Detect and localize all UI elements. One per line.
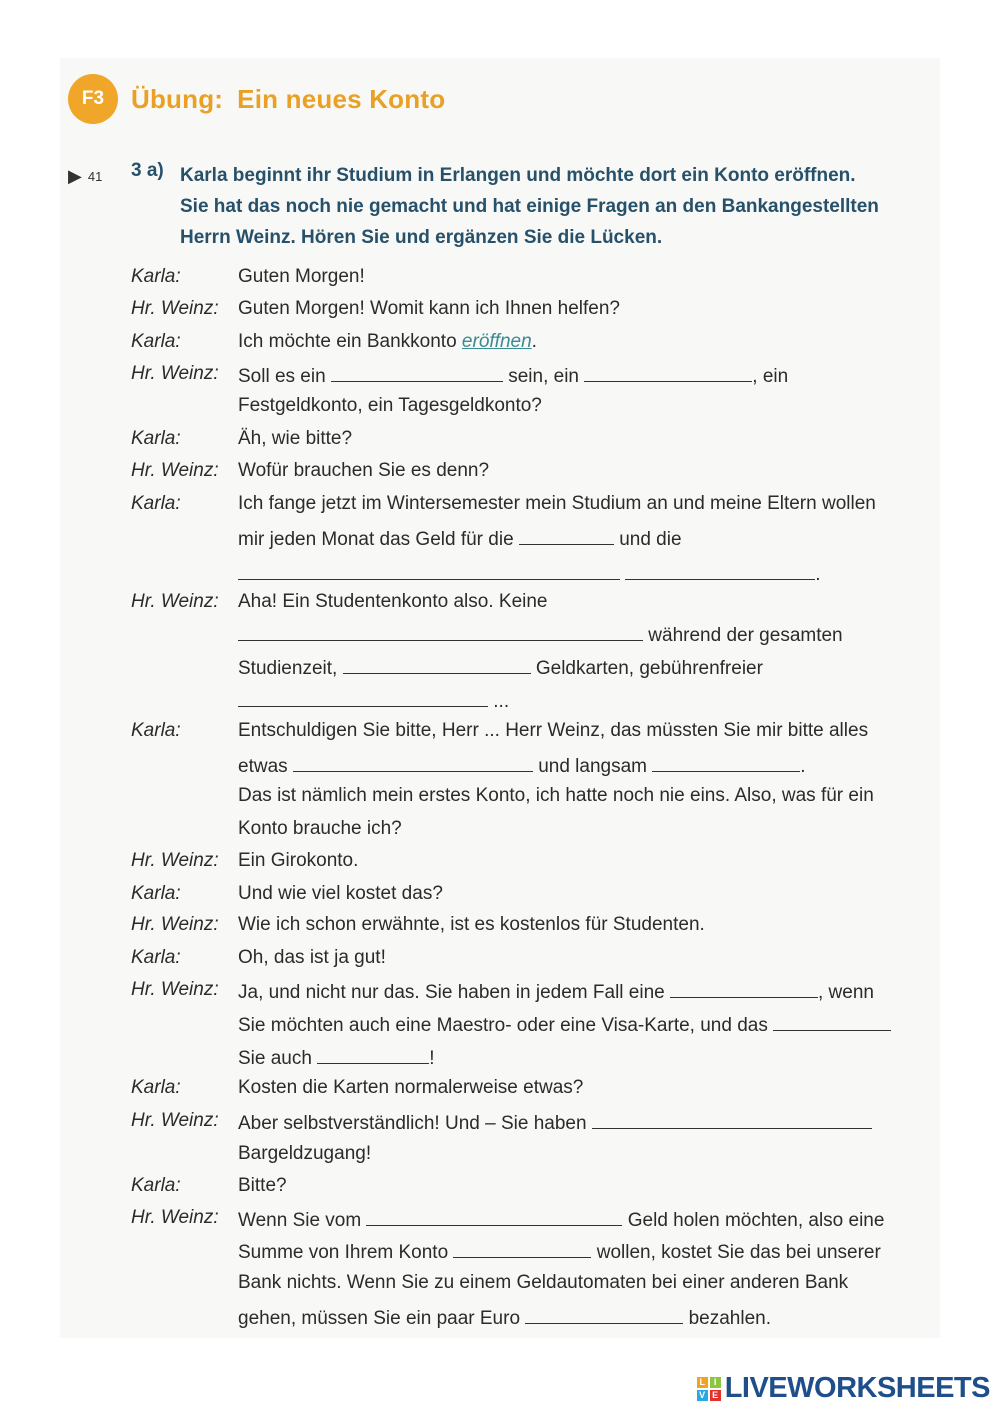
- dialogue-line: Studienzeit, Geldkarten, gebührenfreier: [0, 651, 1000, 684]
- dialogue-line: Hr. Weinz: Aber selbstverständlich! Und – Sie haben: [0, 1106, 1000, 1139]
- exercise-badge: F3: [68, 74, 118, 124]
- answer-blank[interactable]: [519, 526, 614, 545]
- speaker-label: Karla:: [131, 493, 181, 514]
- dialogue-line: Sie auch !: [0, 1041, 1000, 1074]
- exercise-title: Übung: Ein neues Konto: [131, 83, 446, 114]
- dialogue-line: Hr. Weinz: Wenn Sie vom Geld holen möchten, also eine: [131, 1207, 885, 1231]
- dialogue-line: Bargeldzugang!: [238, 1143, 372, 1164]
- dialogue-line: Karla: Ich fange jetzt im Wintersemester mein Studium an und meine Eltern wollen: [131, 493, 876, 514]
- dialogue-line: Hr. Weinz: Ein Girokonto.: [131, 850, 359, 871]
- liveworksheets-logo: [697, 1372, 990, 1405]
- speaker-label: Karla:: [131, 720, 181, 741]
- dialogue-line: Hr. Weinz: Wofür brauchen Sie es denn?: [131, 460, 490, 481]
- dialogue-line: Hr. Weinz: Guten Morgen! Womit kann ich Ihnen helfen?: [131, 298, 620, 319]
- dialogue-line: Hr. Weinz: Wie ich schon erwähnte, ist es kostenlos für Studenten.: [131, 914, 705, 935]
- dialogue-line: Sie möchten auch eine Maestro- oder eine Visa-Karte, und das: [0, 1008, 1000, 1041]
- dialogue-line: Summe von Ihrem Konto wollen, kostet Sie das bei unserer: [0, 1235, 1000, 1268]
- speaker-label: Karla:: [131, 883, 181, 904]
- speaker-label: Hr. Weinz:: [131, 460, 219, 481]
- answer-blank[interactable]: [625, 561, 815, 580]
- task-number: 3 a): [131, 160, 164, 181]
- dialogue-line: ...: [0, 684, 1000, 717]
- dialogue-line: Karla: Bitte?: [131, 1175, 287, 1196]
- answer-blank[interactable]: [584, 363, 752, 382]
- dialogue-line: während der gesamten: [0, 618, 1000, 651]
- answer-blank[interactable]: [652, 753, 800, 772]
- dialogue-line: etwas und langsam .: [0, 749, 1000, 782]
- speaker-label: Karla:: [131, 428, 181, 449]
- speaker-label: Hr. Weinz:: [131, 363, 219, 384]
- audio-track[interactable]: [68, 167, 102, 185]
- speaker-label: Hr. Weinz:: [131, 979, 219, 1000]
- dialogue-line: .: [0, 557, 1000, 590]
- speaker-label: Hr. Weinz:: [131, 591, 219, 612]
- play-triangle-icon[interactable]: ▶: [68, 166, 82, 186]
- answer-blank[interactable]: [343, 655, 531, 674]
- answer-blank[interactable]: [317, 1045, 429, 1064]
- speaker-label: Karla:: [131, 266, 181, 287]
- exercise-header: [68, 74, 445, 124]
- dialogue-line: Hr. Weinz: Ja, und nicht nur das. Sie haben in jedem Fall eine , wenn: [131, 979, 874, 1003]
- logo-mark-icon: L I V E: [697, 1377, 721, 1401]
- speaker-label: Hr. Weinz:: [131, 850, 219, 871]
- answer-blank[interactable]: [773, 1012, 891, 1031]
- dialogue-line: Karla: Oh, das ist ja gut!: [131, 947, 386, 968]
- speaker-label: Hr. Weinz:: [131, 1110, 219, 1131]
- dialogue-line: Karla: Und wie viel kostet das?: [131, 883, 443, 904]
- brand-name: LIVEWORKSHEETS: [724, 1372, 990, 1404]
- answer-blank[interactable]: [331, 363, 503, 382]
- dialogue-line: Hr. Weinz: Aha! Ein Studentenkonto also. Keine: [131, 591, 548, 612]
- track-number: 41: [87, 168, 103, 184]
- answer-blank[interactable]: [238, 561, 620, 580]
- answer-blank[interactable]: [366, 1207, 622, 1226]
- answer-blank[interactable]: [592, 1110, 872, 1129]
- answer-blank[interactable]: [453, 1239, 591, 1258]
- speaker-label: Hr. Weinz:: [131, 1207, 219, 1228]
- dialogue-line: Festgeldkonto, ein Tagesgeldkonto?: [238, 395, 542, 416]
- dialogue-line: Karla: Guten Morgen!: [131, 266, 365, 287]
- dialogue-line: Bank nichts. Wenn Sie zu einem Geldautomaten bei einer anderen Bank: [238, 1272, 849, 1293]
- answer-blank[interactable]: [525, 1305, 683, 1324]
- example-answer: eröffnen: [461, 331, 532, 352]
- answer-blank[interactable]: [670, 979, 818, 998]
- dialogue-line: Hr. Weinz: Soll es ein sein, ein , ein: [131, 363, 789, 387]
- speaker-label: Karla:: [131, 331, 181, 352]
- speaker-label: Karla:: [131, 1077, 181, 1098]
- dialogue-line: Karla: Äh, wie bitte?: [131, 428, 353, 449]
- dialogue-line: Karla: Ich möchte ein Bankkonto eröffnen.: [131, 331, 537, 352]
- answer-blank[interactable]: [238, 622, 643, 641]
- answer-blank[interactable]: [293, 753, 533, 772]
- dialogue-line: Karla: Kosten die Karten normalerweise etwas?: [131, 1077, 584, 1098]
- dialogue-line: Konto brauche ich?: [238, 818, 402, 839]
- speaker-label: Karla:: [131, 1175, 181, 1196]
- dialogue-line: Karla: Entschuldigen Sie bitte, Herr ... Herr Weinz, das müssten Sie mir bitte alles: [131, 720, 869, 741]
- speaker-label: Hr. Weinz:: [131, 914, 219, 935]
- speaker-label: Karla:: [131, 947, 181, 968]
- dialogue-line: mir jeden Monat das Geld für die und die: [0, 522, 1000, 555]
- answer-blank[interactable]: [238, 688, 488, 707]
- dialogue-line: gehen, müssen Sie ein paar Euro bezahlen.: [0, 1301, 1000, 1334]
- speaker-label: Hr. Weinz:: [131, 298, 219, 319]
- dialogue-line: Das ist nämlich mein erstes Konto, ich hatte noch nie eins. Also, was für ein: [238, 785, 874, 806]
